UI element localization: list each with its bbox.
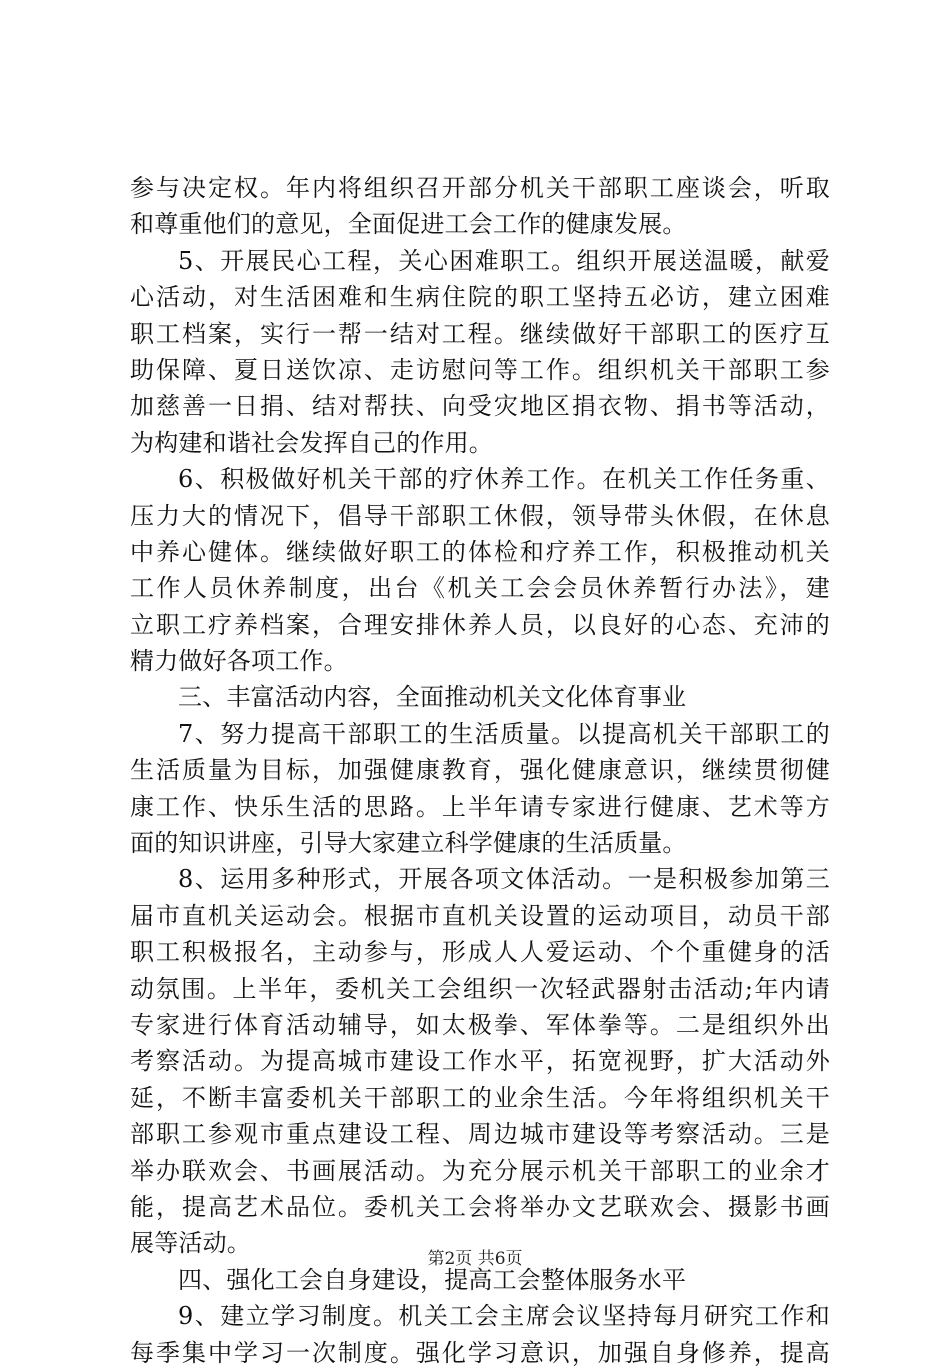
text-line: 展等活动。 xyxy=(130,1229,251,1258)
text-line: 工作人员休养制度，出台《机关工会会员休养暂行办法》，建 xyxy=(130,574,830,603)
text-line: 职工积极报名，主动参与，形成人人爱运动、个个重健身的活 xyxy=(130,938,830,967)
text-line: 参与决定权。年内将组织召开部分机关干部职工座谈会，听取 xyxy=(130,174,830,202)
text-line: 心活动，对生活困难和生病住院的职工坚持五必访，建立困难 xyxy=(130,283,830,312)
text-line: 能，提高艺术品位。委机关工会将举办文艺联欢会、摄影书画 xyxy=(130,1192,830,1221)
text-line: 面的知识讲座，引导大家建立科学健康的生活质量。 xyxy=(130,829,687,858)
text-line: 动氛围。上半年，委机关工会组织一次轻武器射击活动;年内请 xyxy=(130,974,830,1003)
text-line: 立职工疗养档案，合理安排休养人员，以良好的心态、充沛的 xyxy=(130,610,830,639)
page-number-footer: 第2页 共6页 xyxy=(427,1249,523,1269)
text-line: 康工作、快乐生活的思路。上半年请专家进行健康、艺术等方 xyxy=(130,792,830,821)
text-line: 助保障、夏日送饮凉、走访慰问等工作。组织机关干部职工参 xyxy=(130,355,830,384)
paragraph-first-line: 5、开展民心工程，关心困难职工。组织开展送温暖，献爱 xyxy=(178,246,830,275)
text-line: 延，不断丰富委机关干部职工的业余生活。今年将组织机关干 xyxy=(130,1083,830,1112)
text-line: 部职工参观市重点建设工程、周边城市建设等考察活动。三是 xyxy=(130,1120,830,1149)
text-line: 为构建和谐社会发挥自己的作用。 xyxy=(130,428,493,457)
text-line: 举办联欢会、书画展活动。为充分展示机关干部职工的业余才 xyxy=(130,1156,830,1185)
paragraph-first-line: 7、努力提高干部职工的生活质量。以提高机关干部职工的 xyxy=(178,719,830,748)
text-line: 中养心健体。继续做好职工的体检和疗养工作，积极推动机关 xyxy=(130,537,830,566)
document-body xyxy=(130,170,830,1371)
section-heading: 四、强化工会自身建设，提高工会整体服务水平 xyxy=(178,1265,687,1294)
paragraph-first-line: 8、运用多种形式，开展各项文体活动。一是积极参加第三 xyxy=(178,865,830,894)
text-line: 专家进行体育活动辅导，如太极拳、军体拳等。二是组织外出 xyxy=(130,1010,830,1039)
paragraph-first-line: 6、积极做好机关干部的疗休养工作。在机关工作任务重、 xyxy=(178,465,830,494)
text-line: 加慈善一日捐、结对帮扶、向受灾地区捐衣物、捐书等活动， xyxy=(130,392,830,421)
text-line: 生活质量为目标，加强健康教育，强化健康意识，继续贯彻健 xyxy=(130,756,830,785)
text-line: 精力做好各项工作。 xyxy=(130,647,348,676)
text-line: 和尊重他们的意见，全面促进工会工作的健康发展。 xyxy=(130,210,687,239)
text-line: 考察活动。为提高城市建设工作水平，拓宽视野，扩大活动外 xyxy=(130,1047,830,1076)
text-line: 压力大的情况下，倡导干部职工休假，领导带头休假，在休息 xyxy=(130,501,830,530)
section-heading: 三、丰富活动内容，全面推动机关文化体育事业 xyxy=(178,683,687,712)
text-line: 每季集中学习一次制度。强化学习意识，加强自身修养，提高 xyxy=(130,1338,830,1367)
paragraph-first-line: 9、建立学习制度。机关工会主席会议坚持每月研究工作和 xyxy=(178,1302,830,1331)
text-line: 届市直机关运动会。根据市直机关设置的运动项目，动员干部 xyxy=(130,901,830,930)
text-line: 职工档案，实行一帮一结对工程。继续做好干部职工的医疗互 xyxy=(130,319,830,348)
